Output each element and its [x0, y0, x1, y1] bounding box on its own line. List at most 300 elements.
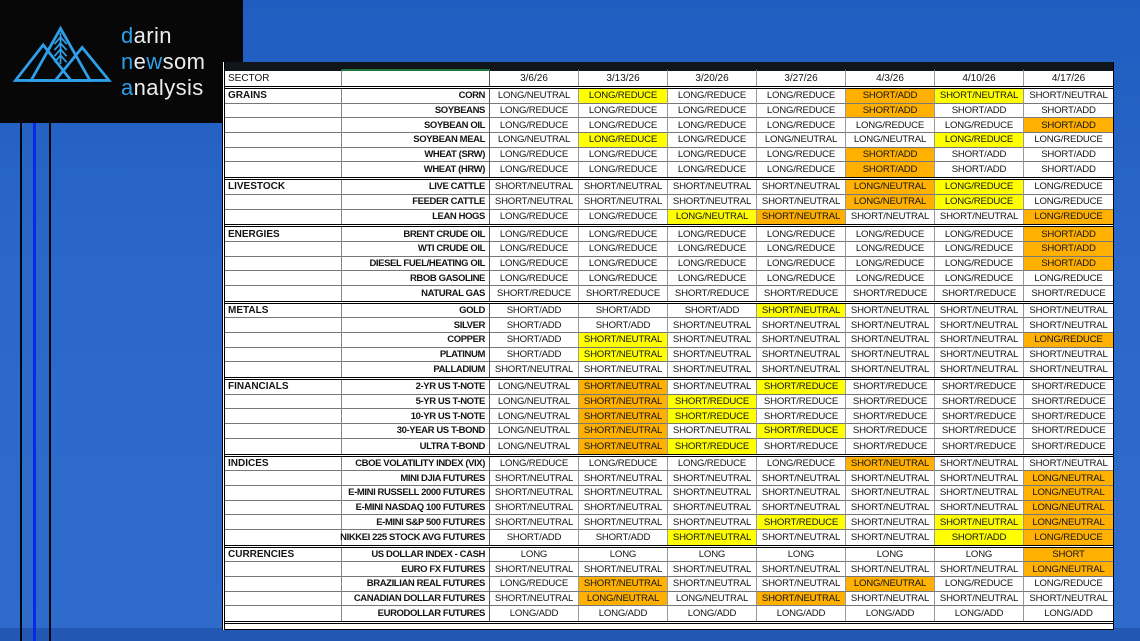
signal-cell[interactable]: SHORT/NEUTRAL — [757, 530, 846, 545]
signal-cell[interactable]: SHORT/NEUTRAL — [668, 515, 757, 530]
signal-cell[interactable]: SHORT/NEUTRAL — [757, 348, 846, 363]
signal-cell[interactable]: SHORT/REDUCE — [757, 515, 846, 530]
signal-cell[interactable]: SHORT/NEUTRAL — [935, 562, 1024, 577]
signal-cell[interactable]: LONG/REDUCE — [490, 271, 579, 286]
signal-cell[interactable]: LONG/NEUTRAL — [1024, 515, 1113, 530]
signal-cell[interactable]: LONG/REDUCE — [490, 210, 579, 225]
signal-cell[interactable]: SHORT/NEUTRAL — [935, 89, 1024, 104]
signal-cell[interactable]: LONG/REDUCE — [579, 118, 668, 133]
signal-cell[interactable]: SHORT/NEUTRAL — [490, 501, 579, 516]
sector-label[interactable]: METALS — [225, 304, 342, 319]
instrument-label[interactable]: SOYBEANS — [342, 104, 490, 119]
signal-cell[interactable]: LONG/REDUCE — [668, 118, 757, 133]
signal-cell[interactable]: LONG/NEUTRAL — [1024, 486, 1113, 501]
instrument-label[interactable]: BRAZILIAN REAL FUTURES — [342, 577, 490, 592]
signal-cell[interactable]: LONG/REDUCE — [935, 118, 1024, 133]
signal-cell[interactable]: SHORT/ADD — [579, 530, 668, 545]
signal-cell[interactable]: SHORT/ADD — [490, 318, 579, 333]
signal-cell[interactable]: SHORT/REDUCE — [1024, 409, 1113, 424]
instrument-label[interactable]: 5-YR US T-NOTE — [342, 395, 490, 410]
signal-cell[interactable]: LONG/REDUCE — [846, 242, 935, 257]
signal-cell[interactable]: SHORT/ADD — [1024, 118, 1113, 133]
signal-cell[interactable]: SHORT/NEUTRAL — [668, 318, 757, 333]
signal-cell[interactable]: SHORT/NEUTRAL — [1024, 318, 1113, 333]
instrument-label[interactable]: 30-YEAR US T-BOND — [342, 424, 490, 439]
signal-cell[interactable]: SHORT/NEUTRAL — [757, 592, 846, 607]
signal-cell[interactable]: SHORT/REDUCE — [846, 409, 935, 424]
signal-cell[interactable]: SHORT/NEUTRAL — [935, 457, 1024, 472]
instrument-label[interactable]: US DOLLAR INDEX - CASH — [342, 548, 490, 563]
signal-cell[interactable]: SHORT — [1024, 548, 1113, 563]
sector-label[interactable] — [225, 318, 342, 333]
signal-cell[interactable]: SHORT/NEUTRAL — [846, 318, 935, 333]
signal-cell[interactable]: LONG/REDUCE — [757, 89, 846, 104]
signal-cell[interactable]: SHORT/NEUTRAL — [935, 486, 1024, 501]
instrument-label[interactable]: GOLD — [342, 304, 490, 319]
instrument-label[interactable]: FEEDER CATTLE — [342, 195, 490, 210]
signal-cell[interactable]: LONG/NEUTRAL — [846, 180, 935, 195]
signal-cell[interactable]: LONG/REDUCE — [490, 162, 579, 177]
signal-cell[interactable]: LONG — [579, 548, 668, 563]
signal-cell[interactable]: LONG/REDUCE — [757, 162, 846, 177]
sector-label[interactable] — [225, 257, 342, 272]
signal-cell[interactable]: LONG/REDUCE — [490, 118, 579, 133]
signal-cell[interactable]: SHORT/NEUTRAL — [490, 471, 579, 486]
signal-cell[interactable]: SHORT/REDUCE — [757, 424, 846, 439]
signal-cell[interactable]: LONG/REDUCE — [757, 271, 846, 286]
sector-label[interactable] — [225, 515, 342, 530]
signal-cell[interactable]: LONG — [490, 548, 579, 563]
sector-label[interactable] — [225, 362, 342, 377]
signal-cell[interactable]: SHORT/REDUCE — [935, 395, 1024, 410]
signal-cell[interactable]: LONG/REDUCE — [935, 271, 1024, 286]
instrument-label[interactable]: WTI CRUDE OIL — [342, 242, 490, 257]
signal-cell[interactable]: LONG/REDUCE — [846, 227, 935, 242]
signal-cell[interactable]: SHORT/NEUTRAL — [757, 333, 846, 348]
signal-cell[interactable]: SHORT/REDUCE — [1031, 440, 1106, 452]
signal-cell[interactable]: SHORT/NEUTRAL — [579, 471, 668, 486]
signal-cell[interactable]: SHORT/NEUTRAL — [1024, 348, 1113, 363]
signal-cell[interactable]: LONG/ADD — [1044, 608, 1093, 620]
signal-cell[interactable]: SHORT/REDUCE — [935, 439, 1024, 454]
signal-cell[interactable]: SHORT/NEUTRAL — [757, 486, 846, 501]
signal-cell[interactable]: SHORT/NEUTRAL — [490, 195, 579, 210]
instrument-label[interactable]: SILVER — [342, 318, 490, 333]
signal-cell[interactable]: SHORT/NEUTRAL — [668, 501, 757, 516]
instrument-label[interactable]: E-MINI S&P 500 FUTURES — [342, 515, 490, 530]
signal-cell[interactable]: SHORT/NEUTRAL — [846, 348, 935, 363]
signal-cell[interactable]: SHORT/NEUTRAL — [935, 515, 1024, 530]
signal-cell[interactable]: SHORT/NEUTRAL — [846, 333, 935, 348]
sector-label[interactable] — [225, 592, 342, 607]
signal-cell[interactable]: SHORT/ADD — [1024, 242, 1113, 257]
signal-cell[interactable]: LONG/NEUTRAL — [846, 577, 935, 592]
signal-cell[interactable]: SHORT/NEUTRAL — [579, 195, 668, 210]
sector-label[interactable] — [225, 104, 342, 119]
signal-cell[interactable]: LONG/NEUTRAL — [579, 592, 668, 607]
sector-label[interactable] — [225, 606, 342, 621]
signal-cell[interactable]: LONG/REDUCE — [846, 118, 935, 133]
signal-cell[interactable]: LONG/REDUCE — [757, 148, 846, 163]
signal-cell[interactable]: SHORT/ADD — [935, 530, 1024, 545]
signal-cell[interactable]: SHORT/NEUTRAL — [668, 195, 757, 210]
signal-cell[interactable]: LONG/REDUCE — [490, 148, 579, 163]
signal-cell[interactable]: SHORT/NEUTRAL — [935, 318, 1024, 333]
signal-cell[interactable]: SHORT/REDUCE — [935, 424, 1024, 439]
signal-cell[interactable]: SHORT/REDUCE — [757, 380, 846, 395]
sector-label[interactable] — [225, 486, 342, 501]
signal-cell[interactable]: LONG/REDUCE — [579, 148, 668, 163]
sector-label[interactable] — [225, 162, 342, 177]
signal-cell[interactable]: LONG/REDUCE — [668, 242, 757, 257]
signal-cell[interactable]: LONG/NEUTRAL — [668, 210, 757, 225]
signal-cell[interactable]: LONG — [846, 548, 935, 563]
signal-cell[interactable]: SHORT/NEUTRAL — [935, 362, 1024, 377]
signal-cell[interactable]: SHORT/NEUTRAL — [757, 304, 846, 319]
sector-label[interactable] — [225, 348, 342, 363]
instrument-label[interactable]: NATURAL GAS — [342, 286, 490, 301]
signal-cell[interactable]: LONG/REDUCE — [668, 133, 757, 148]
signal-cell[interactable]: SHORT/NEUTRAL — [668, 577, 757, 592]
signal-cell[interactable]: LONG — [668, 548, 757, 563]
signal-cell[interactable]: SHORT/NEUTRAL — [490, 592, 579, 607]
instrument-label[interactable]: LIVE CATTLE — [342, 180, 490, 195]
signal-cell[interactable]: SHORT/NEUTRAL — [668, 180, 757, 195]
signal-cell[interactable]: SHORT/NEUTRAL — [490, 486, 579, 501]
sector-column-header[interactable]: SECTOR — [225, 69, 342, 86]
signal-cell[interactable]: SHORT/ADD — [935, 148, 1024, 163]
signal-cell[interactable]: LONG/REDUCE — [935, 577, 1024, 592]
signal-cell[interactable]: SHORT/ADD — [1024, 227, 1113, 242]
signal-cell[interactable]: LONG/ADD — [846, 606, 935, 621]
signal-cell[interactable]: SHORT/ADD — [490, 348, 579, 363]
signal-cell[interactable]: SHORT/NEUTRAL — [1029, 364, 1108, 376]
instrument-label[interactable]: PALLADIUM — [342, 362, 490, 377]
signal-cell[interactable]: SHORT/NEUTRAL — [846, 562, 935, 577]
signal-cell[interactable]: LONG/REDUCE — [579, 162, 668, 177]
signal-cell[interactable]: LONG/REDUCE — [1024, 530, 1113, 545]
sector-label[interactable] — [225, 118, 342, 133]
signal-cell[interactable]: LONG/NEUTRAL — [668, 592, 757, 607]
sector-label[interactable] — [225, 242, 342, 257]
signal-cell[interactable]: SHORT/ADD — [846, 89, 935, 104]
date-header[interactable]: 3/20/26 — [668, 69, 757, 86]
signal-cell[interactable]: LONG/REDUCE — [668, 89, 757, 104]
signal-cell[interactable]: SHORT/NEUTRAL — [935, 501, 1024, 516]
signal-cell[interactable]: LONG/REDUCE — [579, 457, 668, 472]
signal-cell[interactable]: SHORT/NEUTRAL — [668, 362, 757, 377]
signal-cell[interactable]: LONG/REDUCE — [1024, 333, 1113, 348]
signal-cell[interactable]: SHORT/ADD — [668, 304, 757, 319]
signal-cell[interactable]: SHORT/REDUCE — [757, 395, 846, 410]
sector-label[interactable]: FINANCIALS — [225, 380, 342, 395]
signal-cell[interactable]: LONG/REDUCE — [490, 257, 579, 272]
signal-cell[interactable]: SHORT/NEUTRAL — [579, 380, 668, 395]
signal-cell[interactable]: SHORT/REDUCE — [668, 409, 757, 424]
sector-label[interactable] — [225, 148, 342, 163]
signal-cell[interactable]: LONG/REDUCE — [490, 242, 579, 257]
sector-label[interactable] — [225, 210, 342, 225]
instrument-label[interactable]: EURO FX FUTURES — [342, 562, 490, 577]
signal-cell[interactable]: SHORT/REDUCE — [490, 286, 579, 301]
signal-cell[interactable]: SHORT/NEUTRAL — [668, 380, 757, 395]
signal-cell[interactable]: SHORT/NEUTRAL — [490, 180, 579, 195]
signal-cell[interactable]: LONG/NEUTRAL — [1024, 562, 1113, 577]
signal-cell[interactable]: SHORT/REDUCE — [935, 286, 1024, 301]
instrument-label[interactable]: RBOB GASOLINE — [342, 271, 490, 286]
instrument-label[interactable]: CANADIAN DOLLAR FUTURES — [342, 592, 490, 607]
signal-cell[interactable]: SHORT/NEUTRAL — [1024, 304, 1113, 319]
instrument-label[interactable]: SOYBEAN MEAL — [342, 133, 490, 148]
signal-cell[interactable]: LONG/NEUTRAL — [490, 89, 579, 104]
signal-cell[interactable]: SHORT/NEUTRAL — [579, 348, 668, 363]
signal-cell[interactable]: LONG/ADD — [757, 606, 846, 621]
date-header[interactable]: 4/3/26 — [846, 69, 935, 86]
instrument-label[interactable]: SOYBEAN OIL — [342, 118, 490, 133]
signal-cell[interactable]: LONG/NEUTRAL — [490, 409, 579, 424]
signal-cell[interactable]: LONG/NEUTRAL — [1024, 501, 1113, 516]
signal-cell[interactable]: SHORT/NEUTRAL — [668, 333, 757, 348]
signal-cell[interactable]: SHORT/ADD — [1024, 257, 1113, 272]
signal-cell[interactable]: SHORT/REDUCE — [1024, 380, 1113, 395]
signal-cell[interactable]: SHORT/NEUTRAL — [846, 515, 935, 530]
signal-cell[interactable]: LONG/REDUCE — [579, 227, 668, 242]
sector-label[interactable] — [225, 577, 342, 592]
sector-label[interactable] — [225, 195, 342, 210]
signal-cell[interactable]: SHORT/NEUTRAL — [668, 424, 757, 439]
signal-cell[interactable]: SHORT/REDUCE — [1024, 424, 1113, 439]
sector-label[interactable]: GRAINS — [225, 89, 342, 104]
instrument-label[interactable]: 10-YR US T-NOTE — [342, 409, 490, 424]
signal-cell[interactable]: LONG/NEUTRAL — [846, 133, 935, 148]
signal-cell[interactable]: SHORT/REDUCE — [668, 395, 757, 410]
instrument-label[interactable]: COPPER — [342, 333, 490, 348]
signal-cell[interactable]: SHORT/ADD — [935, 104, 1024, 119]
signal-cell[interactable]: SHORT/REDUCE — [757, 409, 846, 424]
signal-cell[interactable]: SHORT/REDUCE — [846, 424, 935, 439]
signal-cell[interactable]: SHORT/NEUTRAL — [490, 515, 579, 530]
signal-cell[interactable]: SHORT/ADD — [1041, 164, 1096, 176]
signal-cell[interactable]: SHORT/ADD — [935, 162, 1024, 177]
sector-label[interactable] — [225, 424, 342, 439]
signal-cell[interactable]: LONG/REDUCE — [579, 104, 668, 119]
sector-label[interactable] — [225, 471, 342, 486]
signal-cell[interactable]: SHORT/ADD — [1024, 104, 1113, 119]
sector-label[interactable] — [225, 530, 342, 545]
signal-cell[interactable]: SHORT/NEUTRAL — [579, 180, 668, 195]
signal-cell[interactable]: SHORT/NEUTRAL — [846, 592, 935, 607]
signal-cell[interactable]: LONG/REDUCE — [668, 148, 757, 163]
signal-cell[interactable]: SHORT/NEUTRAL — [579, 515, 668, 530]
signal-cell[interactable]: LONG/REDUCE — [1024, 271, 1113, 286]
signal-cell[interactable]: LONG/NEUTRAL — [757, 133, 846, 148]
instrument-label[interactable]: WHEAT (HRW) — [342, 162, 490, 177]
signal-cell[interactable]: LONG/REDUCE — [757, 457, 846, 472]
instrument-label[interactable]: E-MINI RUSSELL 2000 FUTURES — [342, 486, 490, 501]
signal-cell[interactable]: SHORT/NEUTRAL — [579, 439, 668, 454]
sector-label[interactable]: LIVESTOCK — [225, 180, 342, 195]
instrument-column-header-selected-cell[interactable] — [342, 69, 490, 86]
signal-cell[interactable]: SHORT/NEUTRAL — [846, 304, 935, 319]
signal-cell[interactable]: LONG/REDUCE — [846, 271, 935, 286]
instrument-label[interactable]: BRENT CRUDE OIL — [342, 227, 490, 242]
signal-cell[interactable]: LONG/REDUCE — [757, 257, 846, 272]
signal-cell[interactable]: SHORT/NEUTRAL — [579, 424, 668, 439]
signal-cell[interactable]: LONG/REDUCE — [579, 210, 668, 225]
signal-cell[interactable]: SHORT/NEUTRAL — [579, 562, 668, 577]
instrument-label[interactable]: PLATINUM — [342, 348, 490, 363]
signal-cell[interactable]: LONG/REDUCE — [579, 133, 668, 148]
signal-cell[interactable]: SHORT/ADD — [846, 148, 935, 163]
signal-cell[interactable]: LONG/REDUCE — [490, 227, 579, 242]
signal-cell[interactable]: LONG/REDUCE — [668, 457, 757, 472]
signal-cell[interactable]: SHORT/NEUTRAL — [935, 471, 1024, 486]
signal-cell[interactable]: LONG/REDUCE — [757, 242, 846, 257]
sector-label[interactable] — [225, 395, 342, 410]
instrument-label[interactable]: MINI DJIA FUTURES — [342, 471, 490, 486]
signal-cell[interactable]: SHORT/NEUTRAL — [668, 471, 757, 486]
signal-cell[interactable]: LONG/REDUCE — [490, 457, 579, 472]
signal-cell[interactable]: LONG/REDUCE — [1024, 210, 1113, 225]
signal-cell[interactable]: LONG/REDUCE — [579, 257, 668, 272]
signal-cell[interactable]: SHORT/NEUTRAL — [668, 562, 757, 577]
signal-cell[interactable]: LONG/REDUCE — [579, 271, 668, 286]
signal-cell[interactable]: SHORT/NEUTRAL — [935, 304, 1024, 319]
signal-cell[interactable]: SHORT/NEUTRAL — [757, 501, 846, 516]
signal-cell[interactable]: SHORT/NEUTRAL — [757, 210, 846, 225]
signal-cell[interactable]: SHORT/NEUTRAL — [846, 457, 935, 472]
signal-cell[interactable]: LONG/REDUCE — [668, 162, 757, 177]
date-header[interactable]: 3/13/26 — [579, 69, 668, 86]
signal-cell[interactable]: SHORT/NEUTRAL — [668, 348, 757, 363]
signal-cell[interactable]: SHORT/REDUCE — [757, 439, 846, 454]
signal-cell[interactable]: SHORT/NEUTRAL — [846, 486, 935, 501]
signal-cell[interactable]: LONG/REDUCE — [490, 577, 579, 592]
date-header[interactable]: 4/17/26 — [1024, 69, 1113, 86]
instrument-label[interactable]: WHEAT (SRW) — [342, 148, 490, 163]
signal-cell[interactable]: SHORT/NEUTRAL — [846, 530, 935, 545]
signal-cell[interactable]: SHORT/REDUCE — [846, 380, 935, 395]
instrument-label[interactable]: DIESEL FUEL/HEATING OIL — [342, 257, 490, 272]
signal-cell[interactable]: LONG/NEUTRAL — [490, 424, 579, 439]
sector-label[interactable] — [225, 562, 342, 577]
signal-cell[interactable]: SHORT/ADD — [490, 530, 579, 545]
signal-cell[interactable]: LONG — [757, 548, 846, 563]
signal-cell[interactable]: LONG/NEUTRAL — [846, 195, 935, 210]
signal-cell[interactable]: LONG/REDUCE — [757, 118, 846, 133]
signal-cell[interactable]: SHORT/NEUTRAL — [757, 195, 846, 210]
instrument-label[interactable]: ULTRA T-BOND — [342, 439, 490, 454]
signal-cell[interactable]: LONG/REDUCE — [1024, 577, 1113, 592]
sector-label[interactable] — [225, 501, 342, 516]
signal-cell[interactable]: SHORT/NEUTRAL — [1024, 592, 1113, 607]
signal-cell[interactable]: SHORT/ADD — [579, 304, 668, 319]
signal-cell[interactable]: SHORT/REDUCE — [846, 395, 935, 410]
signal-cell[interactable]: SHORT/NEUTRAL — [1024, 89, 1113, 104]
signal-cell[interactable]: LONG/ADD — [490, 606, 579, 621]
signal-cell[interactable]: LONG/REDUCE — [846, 257, 935, 272]
signal-cell[interactable]: LONG/NEUTRAL — [490, 133, 579, 148]
signal-cell[interactable]: LONG/REDUCE — [668, 227, 757, 242]
sector-label[interactable]: ENERGIES — [225, 227, 342, 242]
signal-cell[interactable]: LONG/REDUCE — [1024, 133, 1113, 148]
signal-cell[interactable]: LONG/REDUCE — [1024, 195, 1113, 210]
sector-label[interactable] — [225, 439, 342, 454]
date-header[interactable]: 3/27/26 — [757, 69, 846, 86]
signal-cell[interactable]: SHORT/NEUTRAL — [579, 362, 668, 377]
signal-cell[interactable]: LONG/REDUCE — [668, 271, 757, 286]
signal-cell[interactable]: LONG — [935, 548, 1024, 563]
signal-cell[interactable]: LONG/NEUTRAL — [1024, 471, 1113, 486]
signal-cell[interactable]: SHORT/REDUCE — [757, 286, 846, 301]
signal-cell[interactable]: SHORT/REDUCE — [668, 439, 757, 454]
sector-label[interactable] — [225, 286, 342, 301]
signal-cell[interactable]: SHORT/NEUTRAL — [935, 348, 1024, 363]
signal-cell[interactable]: LONG/NEUTRAL — [490, 395, 579, 410]
signal-cell[interactable]: LONG/ADD — [668, 606, 757, 621]
instrument-label[interactable]: EURODOLLAR FUTURES — [342, 606, 490, 621]
signal-cell[interactable]: SHORT/REDUCE — [846, 286, 935, 301]
signal-cell[interactable]: SHORT/NEUTRAL — [846, 362, 935, 377]
signal-cell[interactable]: SHORT/NEUTRAL — [757, 577, 846, 592]
signal-cell[interactable]: LONG/REDUCE — [757, 227, 846, 242]
signal-cell[interactable]: SHORT/REDUCE — [1031, 287, 1106, 299]
signal-cell[interactable]: SHORT/NEUTRAL — [579, 501, 668, 516]
signal-cell[interactable]: SHORT/NEUTRAL — [935, 592, 1024, 607]
signal-cell[interactable]: LONG/REDUCE — [935, 242, 1024, 257]
instrument-label[interactable]: LEAN HOGS — [342, 210, 490, 225]
signal-cell[interactable]: SHORT/ADD — [490, 304, 579, 319]
signal-cell[interactable]: LONG/REDUCE — [935, 257, 1024, 272]
signal-cell[interactable]: SHORT/ADD — [579, 318, 668, 333]
sector-label[interactable]: INDICES — [225, 457, 342, 472]
signal-cell[interactable]: SHORT/NEUTRAL — [846, 471, 935, 486]
signal-cell[interactable]: SHORT/ADD — [846, 104, 935, 119]
signal-cell[interactable]: SHORT/REDUCE — [846, 439, 935, 454]
signal-cell[interactable]: SHORT/NEUTRAL — [935, 333, 1024, 348]
signal-cell[interactable]: LONG/REDUCE — [935, 180, 1024, 195]
signal-cell[interactable]: LONG/NEUTRAL — [490, 439, 579, 454]
signal-cell[interactable]: SHORT/NEUTRAL — [846, 501, 935, 516]
signal-cell[interactable]: SHORT/REDUCE — [935, 380, 1024, 395]
signal-cell[interactable]: SHORT/NEUTRAL — [1024, 457, 1113, 472]
signal-cell[interactable]: SHORT/NEUTRAL — [757, 471, 846, 486]
signal-cell[interactable]: SHORT/NEUTRAL — [757, 180, 846, 195]
signal-cell[interactable]: LONG/NEUTRAL — [490, 380, 579, 395]
signal-cell[interactable]: SHORT/NEUTRAL — [579, 577, 668, 592]
instrument-label[interactable]: CBOE VOLATILITY INDEX (VIX) — [342, 457, 490, 472]
signal-cell[interactable]: LONG/REDUCE — [668, 257, 757, 272]
signal-cell[interactable]: SHORT/NEUTRAL — [668, 530, 757, 545]
signal-cell[interactable]: LONG/ADD — [935, 606, 1024, 621]
signal-cell[interactable]: SHORT/REDUCE — [1024, 395, 1113, 410]
sector-label[interactable] — [225, 133, 342, 148]
signal-cell[interactable]: SHORT/NEUTRAL — [579, 395, 668, 410]
signal-cell[interactable]: SHORT/NEUTRAL — [579, 409, 668, 424]
signal-cell[interactable]: SHORT/REDUCE — [668, 286, 757, 301]
instrument-label[interactable]: CORN — [342, 89, 490, 104]
instrument-label[interactable]: E-MINI NASDAQ 100 FUTURES — [342, 501, 490, 516]
sector-label[interactable] — [225, 271, 342, 286]
date-header[interactable]: 3/6/26 — [490, 69, 579, 86]
signal-cell[interactable]: LONG/REDUCE — [757, 104, 846, 119]
signal-cell[interactable]: SHORT/ADD — [1024, 148, 1113, 163]
signal-cell[interactable]: LONG/REDUCE — [490, 104, 579, 119]
signal-cell[interactable]: LONG/REDUCE — [668, 104, 757, 119]
signal-cell[interactable]: SHORT/NEUTRAL — [579, 486, 668, 501]
signal-cell[interactable]: SHORT/NEUTRAL — [757, 562, 846, 577]
signal-cell[interactable]: SHORT/ADD — [490, 333, 579, 348]
